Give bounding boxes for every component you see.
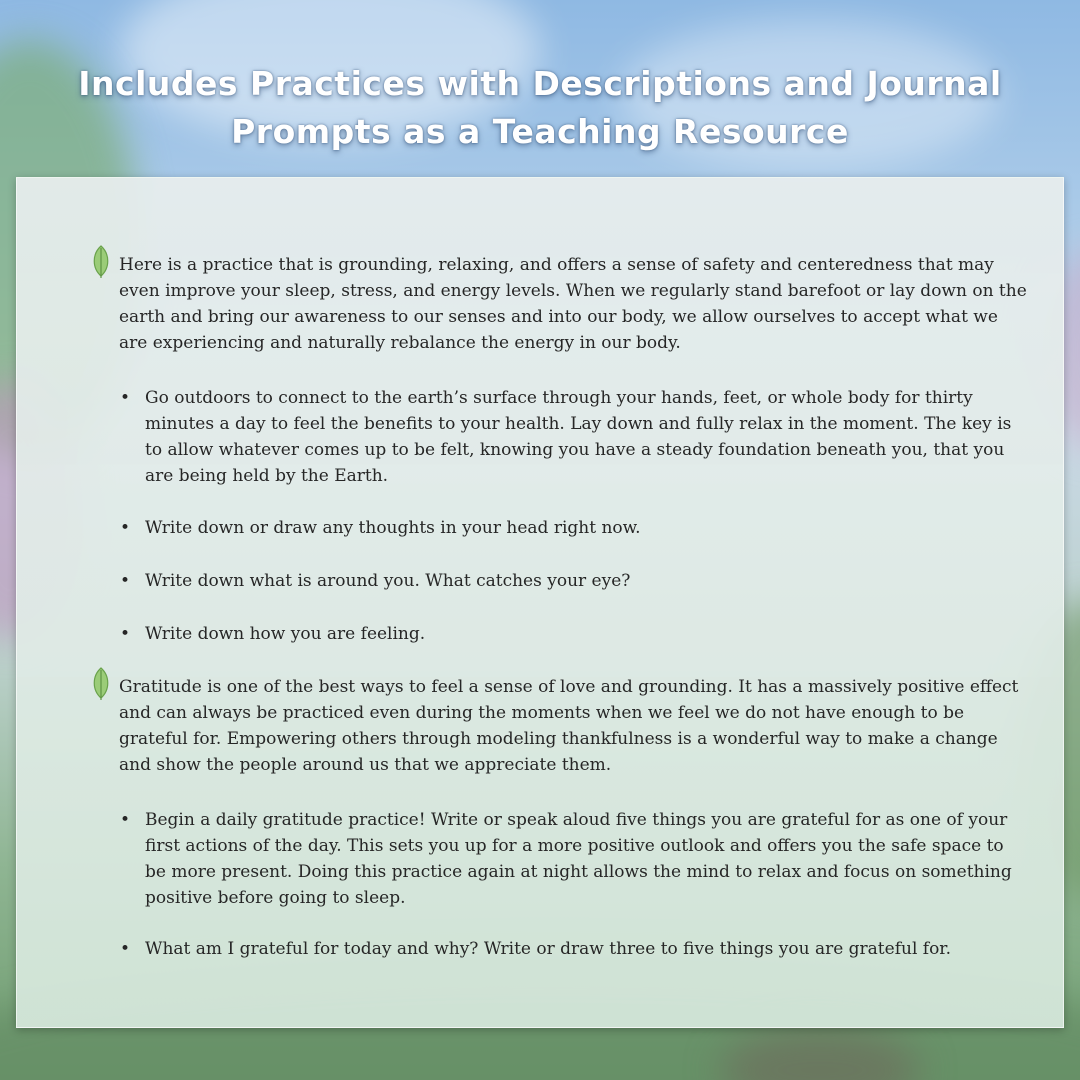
list-item [120, 936, 1025, 962]
list-item-text: Write down or draw any thoughts in your head right now. [145, 518, 641, 538]
bullet-icon: • [120, 518, 131, 538]
practice-intro-grounding [119, 252, 1029, 356]
intro-text: Here is a practice that is grounding, relaxing, and offers a sense of safety and centeredness that may even improve your sleep, stress, and energy levels. When we regularly stand barefoot or lay down on the earth and bring our awareness to our senses and into our body, we allow ourselves to accept what we are experiencing and naturally rebalance the energy in our body. [119, 255, 1027, 353]
practice-intro-gratitude [119, 674, 1029, 778]
list-item-text: What am I grateful for today and why? Write or draw three to five things you are grateful for. [145, 939, 951, 959]
bullet-icon: • [120, 939, 131, 959]
intro-text: Gratitude is one of the best ways to feel a sense of love and grounding. It has a massively positive effect and can always be practiced even during the moments when we feel we do not have enough to be grateful for. Empowering others through modeling thankfulness is a wonderful way to make a change and show the people around us that we appreciate them. [119, 677, 1019, 775]
list-item [120, 385, 1025, 489]
leaf-icon [89, 666, 113, 702]
bullet-icon: • [120, 624, 131, 644]
content-card [16, 177, 1064, 1028]
list-item-text: Write down what is around you. What catches your eye? [145, 571, 631, 591]
list-item-text: Begin a daily gratitude practice! Write or speak aloud five things you are grateful for as one of your first actions of the day. This sets you up for a more positive outlook and offers you the safe space to be more present. Doing this practice again at night allows the mind to relax and focus on something positive before going to sleep. [145, 810, 1012, 908]
list-item-text: Write down how you are feeling. [145, 624, 426, 644]
list-item [120, 568, 1025, 594]
bullet-icon: • [120, 810, 131, 830]
leaf-icon [89, 244, 113, 280]
bullet-icon: • [120, 571, 131, 591]
page-title: Includes Practices with Descriptions and Journal Prompts as a Teaching Resource [78, 64, 1002, 151]
list-item [120, 515, 1025, 541]
list-item [120, 621, 1025, 647]
list-item [120, 807, 1025, 911]
list-item-text: Go outdoors to connect to the earth’s surface through your hands, feet, or whole body for thirty minutes a day to feel the benefits to your health. Lay down and fully relax in the moment. The key is to allow whatever comes up to be felt, knowing you have a steady foundation beneath you, that you are being held by the Earth. [145, 388, 1012, 486]
bullet-icon: • [120, 388, 131, 408]
